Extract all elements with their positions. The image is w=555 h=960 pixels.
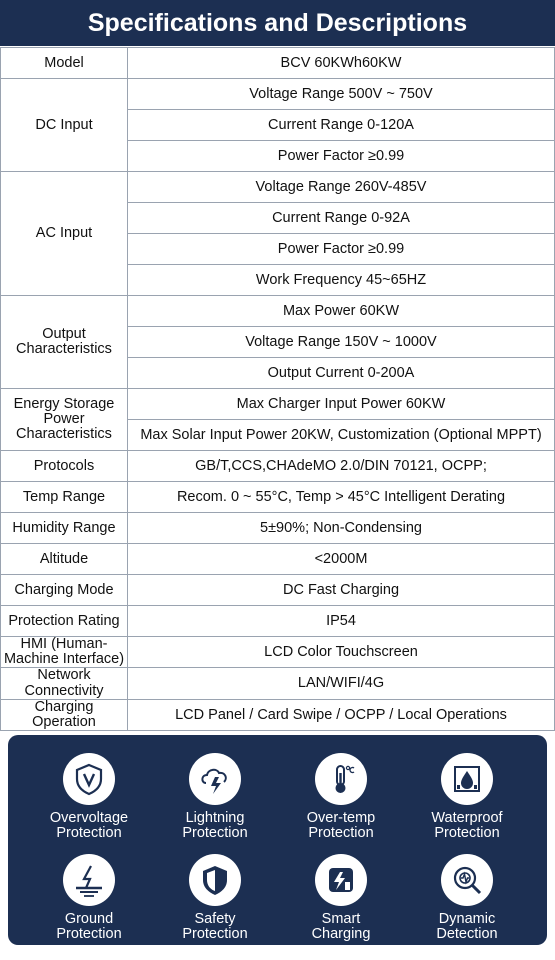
label-model: Model xyxy=(1,48,128,79)
feature-ground-line2: Protection xyxy=(56,926,122,943)
value-output-voltage: Voltage Range 150V ~ 1000V xyxy=(128,327,555,358)
shield-icon xyxy=(189,854,241,906)
feature-ground-line1: Ground xyxy=(64,911,114,927)
feature-lightning-line1: Lightning xyxy=(185,810,245,826)
feature-smart-charging-line2: Charging xyxy=(311,926,371,943)
label-output xyxy=(1,296,128,389)
feature-smart-charging-line1: Smart xyxy=(321,911,361,927)
thermometer-icon xyxy=(315,753,367,805)
row-altitude xyxy=(1,544,555,575)
value-dc-voltage: Voltage Range 500V ~ 750V xyxy=(128,79,555,110)
feature-dynamic-detection xyxy=(407,854,527,942)
label-humidity: Humidity Range xyxy=(1,513,128,544)
page-title: Specifications and Descriptions xyxy=(0,0,555,46)
row-temp xyxy=(1,482,555,513)
value-humidity: 5±90%; Non-Condensing xyxy=(128,513,555,544)
row-charging-mode xyxy=(1,575,555,606)
detection-icon xyxy=(441,854,493,906)
value-ac-voltage: Voltage Range 260V-485V xyxy=(128,172,555,203)
feature-lightning-line2: Protection xyxy=(182,825,248,842)
value-operation: LCD Panel / Card Swipe / OCPP / Local Operations xyxy=(128,699,555,730)
row-protection xyxy=(1,606,555,637)
feature-dynamic-detection-line1: Dynamic xyxy=(438,911,496,927)
row-model xyxy=(1,48,555,79)
value-output-current: Output Current 0-200A xyxy=(128,358,555,389)
value-network: LAN/WIFI/4G xyxy=(128,668,555,699)
feature-smart-charging xyxy=(281,854,401,942)
row-hmi xyxy=(1,637,555,668)
row-humidity xyxy=(1,513,555,544)
feature-overvoltage xyxy=(29,753,149,841)
water-drop-icon xyxy=(441,753,493,805)
row-dc-input xyxy=(1,79,555,110)
label-hmi-line1: HMI (Human- xyxy=(20,636,108,652)
label-output-line1: Output xyxy=(42,325,86,342)
label-network-line2: Connectivity xyxy=(24,682,104,699)
row-storage xyxy=(1,389,555,420)
label-hmi-line2: Machine Interface) xyxy=(3,651,125,668)
row-protocols xyxy=(1,451,555,482)
feature-overtemp-line1: Over-temp xyxy=(306,810,376,826)
feature-dynamic-detection-line2: Detection xyxy=(436,926,498,943)
feature-safety xyxy=(155,854,275,942)
value-charger-input: Max Charger Input Power 60KW xyxy=(128,389,555,420)
ground-icon xyxy=(63,854,115,906)
value-solar-input: Max Solar Input Power 20KW, Customization (Optional MPPT) xyxy=(128,420,555,451)
label-network xyxy=(1,668,128,699)
smart-charging-icon xyxy=(315,854,367,906)
value-output-power: Max Power 60KW xyxy=(128,296,555,327)
row-ac-input xyxy=(1,172,555,203)
feature-lightning xyxy=(155,753,275,841)
label-output-line2: Characteristics xyxy=(16,341,112,357)
value-charging-mode: DC Fast Charging xyxy=(128,575,555,606)
label-storage-line3: Characteristics xyxy=(16,426,112,443)
value-altitude: <2000M xyxy=(128,544,555,575)
value-model: BCV 60KWh60KW xyxy=(128,48,555,79)
value-ac-frequency: Work Frequency 45~65HZ xyxy=(128,265,555,296)
label-ac-input: AC Input xyxy=(1,172,128,296)
label-protection: Protection Rating xyxy=(1,606,128,637)
value-protocols: GB/T,CCS,CHAdeMO 2.0/DIN 70121, OCPP; xyxy=(128,451,555,482)
value-ac-current: Current Range 0-92A xyxy=(128,203,555,234)
feature-overvoltage-line2: Protection xyxy=(56,825,122,842)
value-dc-current: Current Range 0-120A xyxy=(128,110,555,141)
label-altitude: Altitude xyxy=(1,544,128,575)
feature-overvoltage-line1: Overvoltage xyxy=(49,810,129,826)
value-hmi: LCD Color Touchscreen xyxy=(128,637,555,668)
value-ac-power-factor: Power Factor ≥0.99 xyxy=(128,234,555,265)
feature-safety-line2: Protection xyxy=(182,926,248,943)
value-protection: IP54 xyxy=(128,606,555,637)
feature-waterproof xyxy=(407,753,527,841)
label-hmi xyxy=(1,637,128,668)
value-dc-power-factor: Power Factor ≥0.99 xyxy=(128,141,555,172)
feature-safety-line1: Safety xyxy=(194,911,236,927)
row-output xyxy=(1,296,555,327)
feature-overtemp-line2: Protection xyxy=(308,825,374,842)
label-network-line1: Network xyxy=(37,667,91,684)
feature-waterproof-line2: Protection xyxy=(434,825,500,842)
lightning-cloud-icon xyxy=(189,753,241,805)
voltage-shield-icon xyxy=(63,753,115,805)
spec-table xyxy=(0,47,555,731)
label-dc-input: DC Input xyxy=(1,79,128,172)
label-temp: Temp Range xyxy=(1,482,128,513)
feature-waterproof-line1: Waterproof xyxy=(431,810,503,826)
label-operation: Charging Operation xyxy=(1,699,128,730)
value-temp: Recom. 0 ~ 55°C, Temp > 45°C Intelligent Derating xyxy=(128,482,555,513)
feature-overtemp xyxy=(281,753,401,841)
label-storage xyxy=(1,389,128,451)
label-storage-line2: Power xyxy=(43,410,85,427)
row-network xyxy=(1,668,555,699)
label-storage-line1: Energy Storage xyxy=(13,395,115,412)
label-charging-mode: Charging Mode xyxy=(1,575,128,606)
feature-ground xyxy=(29,854,149,942)
features-panel xyxy=(8,735,547,945)
label-protocols: Protocols xyxy=(1,451,128,482)
row-operation xyxy=(1,699,555,730)
